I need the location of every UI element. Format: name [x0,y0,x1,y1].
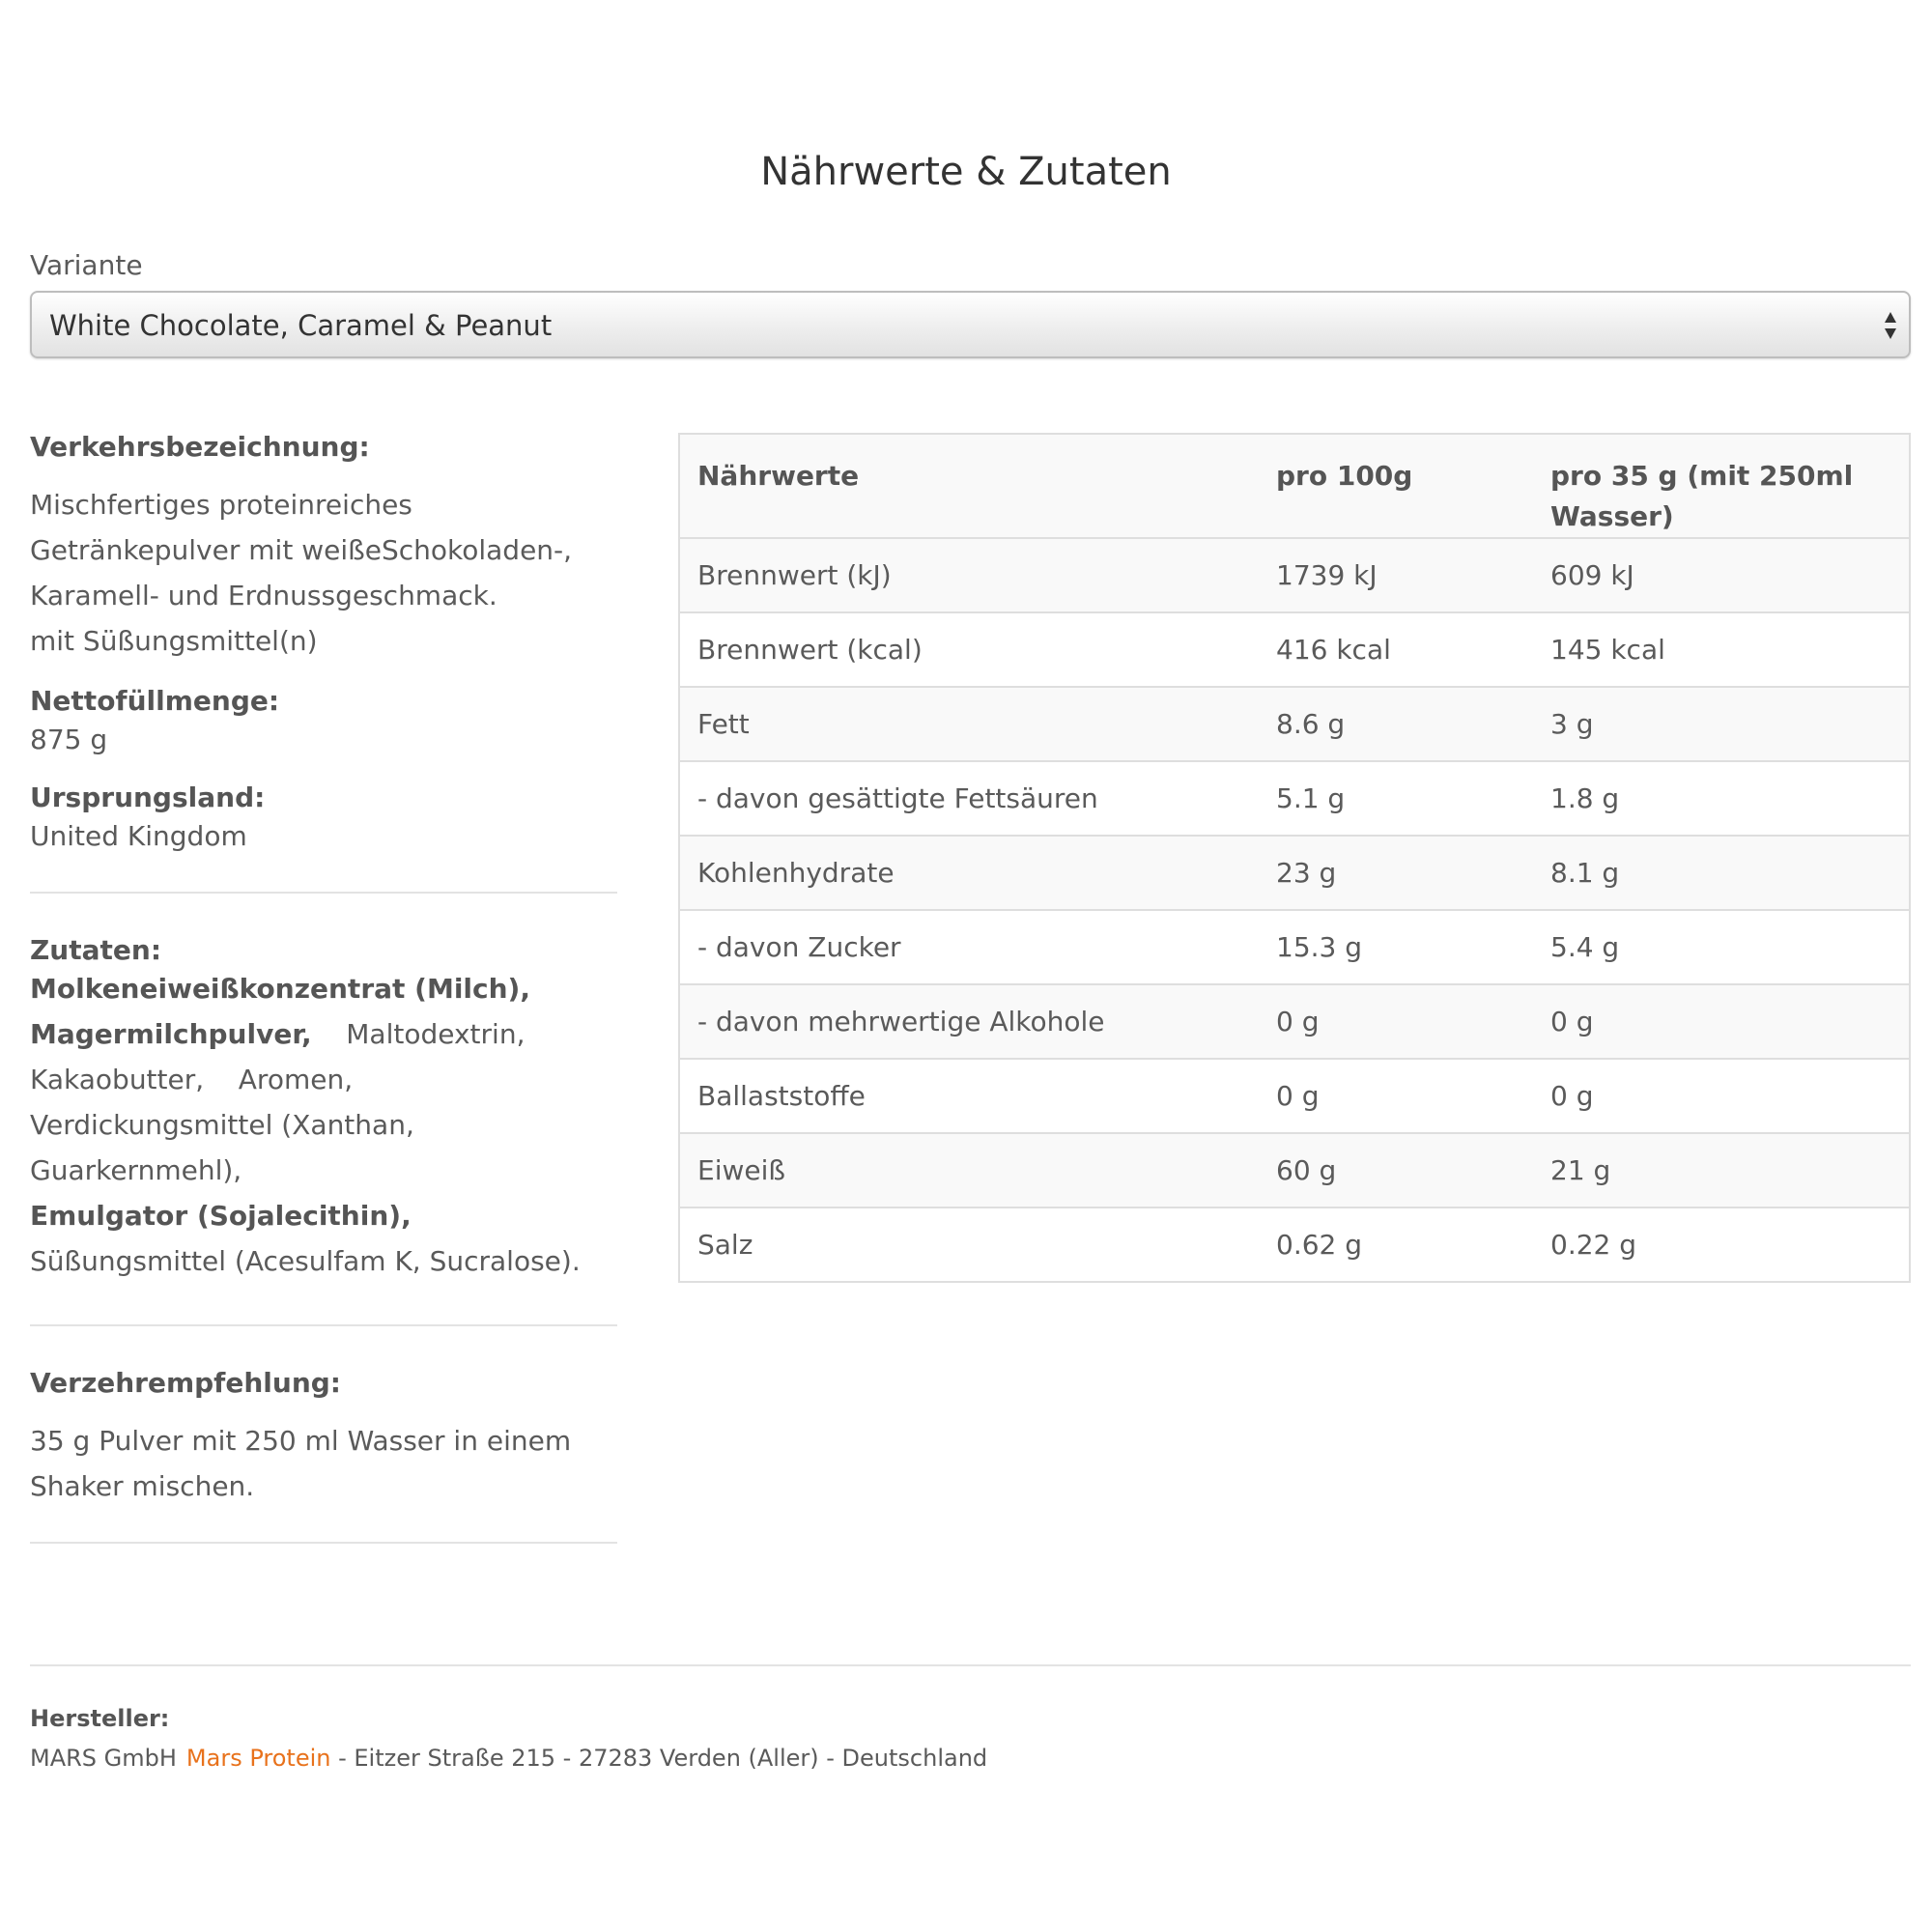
netto-label: Nettofüllmenge: [30,685,280,717]
footer-divider [30,1664,1911,1666]
value-portion: 609 kJ [1533,538,1910,612]
zutat-aromen: Aromen, [238,1064,354,1095]
table-row [679,1059,1910,1133]
value-100g: 416 kcal [1259,612,1533,687]
zutat-verdickung: Verdickungsmittel (Xanthan, [30,1109,414,1141]
value-100g: 5.1 g [1259,761,1533,836]
value-portion: 0 g [1533,1059,1910,1133]
nutrient-name: Brennwert (kJ) [679,538,1259,612]
header-pro-100g: pro 100g [1259,434,1533,538]
value-portion: 1.8 g [1533,761,1910,836]
value-portion: 3 g [1533,687,1910,761]
verkehrsbezeichnung-text [30,482,617,664]
nutrient-name: Brennwert (kcal) [679,612,1259,687]
value-portion: 5.4 g [1533,910,1910,984]
zutat-emulgator: Emulgator (Sojalecithin), [30,1200,412,1232]
value-100g: 0.62 g [1259,1208,1533,1282]
product-details [30,425,617,1544]
table-header-row [679,434,1910,538]
zutat-molke: Molkeneiweißkonzentrat (Milch), [30,973,530,1005]
text-line: Mischfertiges proteinreiches [30,489,412,521]
zutat-suessungsmittel: Süßungsmittel (Acesulfam K, Sucralose). [30,1245,581,1277]
zutaten-text [30,966,617,1284]
variant-selected-value: White Chocolate, Caramel & Peanut [49,309,553,342]
value-100g: 0 g [1259,1059,1533,1133]
zutaten-label: Zutaten: [30,934,162,966]
header-naehrwerte: Nährwerte [679,434,1259,538]
value-100g: 60 g [1259,1133,1533,1208]
text-line: Karamell- und Erdnussgeschmack. [30,580,497,611]
nutrition-table [678,433,1911,1283]
divider [30,1324,617,1326]
value-portion: 0.22 g [1533,1208,1910,1282]
zutat-maltodextrin: Maltodextrin, [346,1018,526,1050]
table-row [679,1133,1910,1208]
nutrient-name: Eiweiß [679,1133,1259,1208]
zutat-guarkern: Guarkernmehl), [30,1154,242,1186]
text-line: mit Süßungsmittel(n) [30,625,318,657]
ursprung-label: Ursprungsland: [30,781,266,813]
text-line: Shaker mischen. [30,1470,255,1502]
table-row [679,910,1910,984]
value-portion: 8.1 g [1533,836,1910,910]
value-100g: 0 g [1259,984,1533,1059]
verkehrsbezeichnung-label: Verkehrsbezeichnung: [30,431,370,463]
nutrient-name: Kohlenhydrate [679,836,1259,910]
manufacturer-line [30,1745,987,1772]
table-row [679,687,1910,761]
manufacturer-address: - Eitzer Straße 215 - 27283 Verden (Aller) - Deutschland [330,1745,988,1772]
select-updown-icon [1882,308,1899,343]
verzehr-label: Verzehrempfehlung: [30,1367,341,1399]
header-pro-portion: pro 35 g (mit 250ml Wasser) [1533,434,1910,538]
table-row [679,984,1910,1059]
nutrient-name: Salz [679,1208,1259,1282]
nutrient-name: - davon mehrwertige Alkohole [679,984,1259,1059]
divider [30,1542,617,1544]
value-100g: 23 g [1259,836,1533,910]
text-line: 35 g Pulver mit 250 ml Wasser in einem [30,1425,572,1457]
netto-value: 875 g [30,724,108,755]
verzehr-text [30,1418,617,1509]
table-row [679,612,1910,687]
value-100g: 8.6 g [1259,687,1533,761]
value-100g: 15.3 g [1259,910,1533,984]
value-100g: 1739 kJ [1259,538,1533,612]
manufacturer-label: Hersteller: [30,1705,170,1732]
zutat-magermilch: Magermilchpulver, [30,1018,312,1050]
nutrient-name: Ballaststoffe [679,1059,1259,1133]
table-row [679,761,1910,836]
variant-label: Variante [30,249,143,281]
table-row [679,1208,1910,1282]
table-row [679,538,1910,612]
value-portion: 21 g [1533,1133,1910,1208]
text-line: Getränkepulver mit weißeSchokoladen-, [30,534,573,566]
value-portion: 145 kcal [1533,612,1910,687]
nutrient-name: Fett [679,687,1259,761]
value-portion: 0 g [1533,984,1910,1059]
manufacturer-company: MARS GmbH [30,1745,177,1772]
variant-select[interactable] [30,291,1911,358]
zutat-kakaobutter: Kakaobutter, [30,1064,205,1095]
page-title: Nährwerte & Zutaten [760,150,1172,194]
divider [30,892,617,894]
table-row [679,836,1910,910]
nutrient-name: - davon gesättigte Fettsäuren [679,761,1259,836]
ursprung-value: United Kingdom [30,820,247,852]
nutrient-name: - davon Zucker [679,910,1259,984]
brand-link[interactable]: Mars Protein [185,1745,331,1772]
